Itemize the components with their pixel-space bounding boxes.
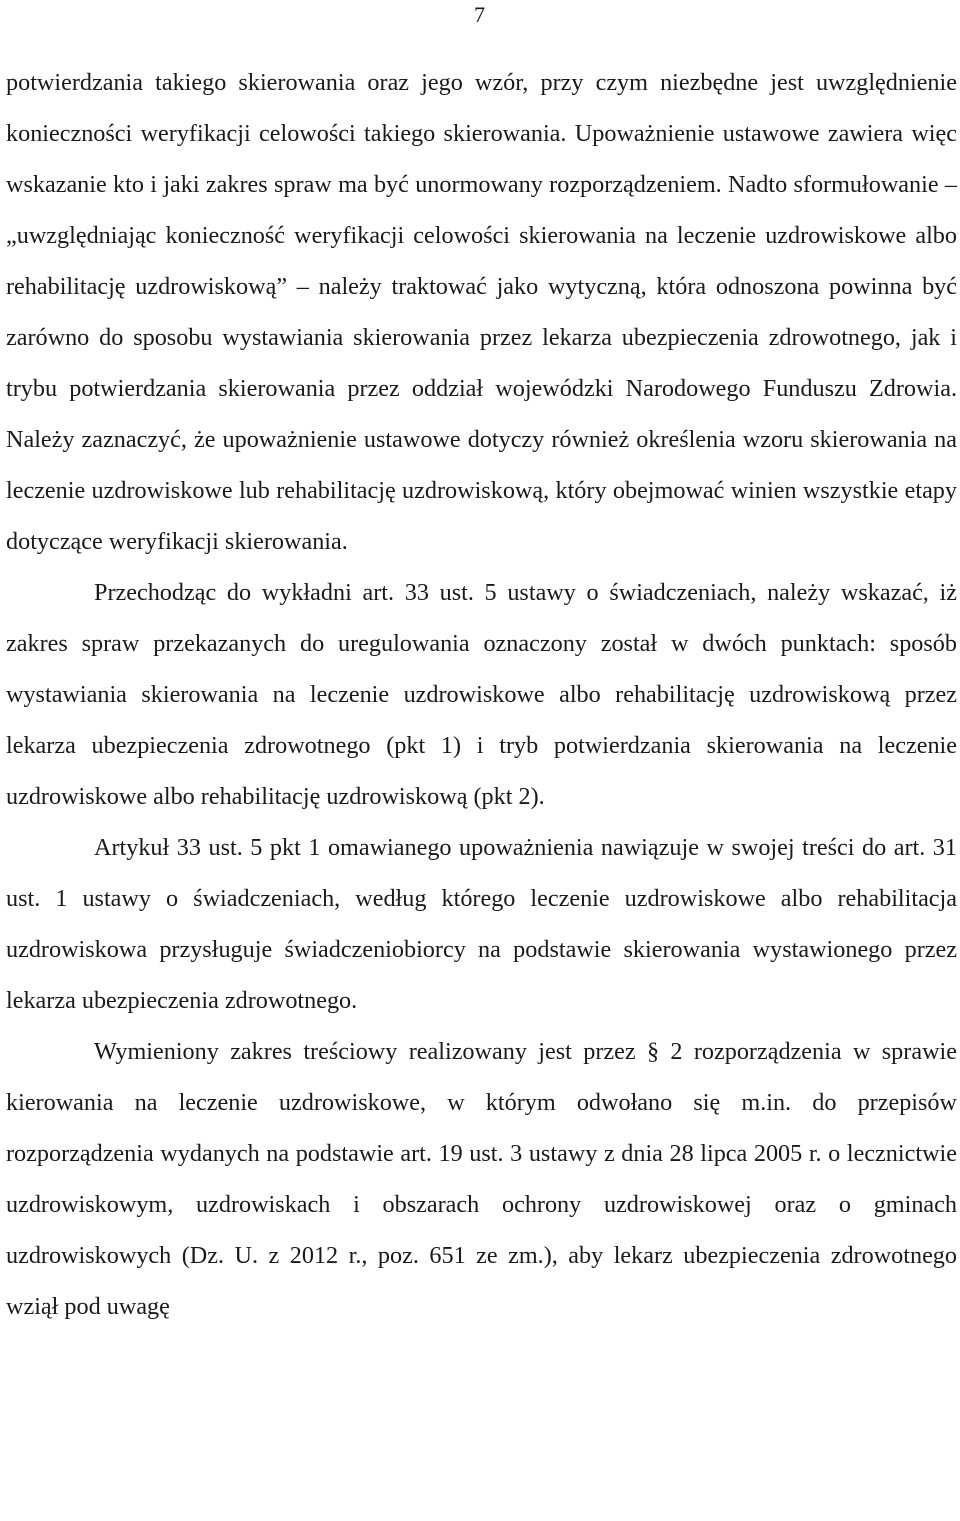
paragraph-4: Wymieniony zakres treściowy realizowany jest przez § 2 rozporządzenia w sprawie kierowania na leczenie uzdrowiskowe, w którym odwołano się m.in. do przepisów rozporządzenia wydanych na podstawie art. 19 ust. 3 ustawy z dnia 28 lipca 2005 r. o lecznictwie uzdrowiskowym, uzdrowiskach i obszarach ochrony uzdrowiskowej oraz o gminach uzdrowiskowych (Dz. U. z 2012 r., poz. 651 ze zm.), aby lekarz ubezpieczenia zdrowotnego wziął pod uwagę [6, 1038, 957, 1320]
paragraph-1: potwierdzania takiego skierowania oraz jego wzór, przy czym niezbędne jest uwzględnienie konieczności weryfikacji celowości takiego skierowania. Upoważnienie ustawowe zawiera więc wskazanie kto i jaki zakres spraw ma być unormowany rozporządzeniem. Nadto sformułowanie – „uwzględniając konieczność weryfikacji celowości skierowania na leczenie uzdrowiskowe albo rehabilitację uzdrowiskową” – należy traktować jako wytyczną, która odnoszona powinna być zarówno do sposobu wystawiania skierowania przez lekarza ubezpieczenia zdrowotnego, jak i trybu potwierdzania skierowania przez oddział wojewódzki Narodowego Funduszu Zdrowia. Należy zaznaczyć, że upoważnienie ustawowe dotyczy również określenia wzoru skierowania na leczenie uzdrowiskowe lub rehabilitację uzdrowiskową, który obejmować winien wszystkie etapy dotyczące weryfikacji skierowania. [6, 69, 957, 555]
page-number: 7 [474, 2, 485, 27]
paragraph-3: Artykuł 33 ust. 5 pkt 1 omawianego upoważnienia nawiązuje w swojej treści do art. 31 ust. 1 ustawy o świadczeniach, według którego leczenie uzdrowiskowe albo rehabilitacja uzdrowiskowa przysługuje świadczeniobiorcy na podstawie skierowania wystawionego przez lekarza ubezpieczenia zdrowotnego. [6, 834, 957, 1014]
body-text [6, 57, 957, 1332]
paragraph-2: Przechodząc do wykładni art. 33 ust. 5 ustawy o świadczeniach, należy wskazać, iż zakres spraw przekazanych do uregulowania oznaczony został w dwóch punktach: sposób wystawiania skierowania na leczenie uzdrowiskowe albo rehabilitację uzdrowiskową przez lekarza ubezpieczenia zdrowotnego (pkt 1) i tryb potwierdzania skierowania na leczenie uzdrowiskowe albo rehabilitację uzdrowiskową (pkt 2). [6, 579, 957, 810]
